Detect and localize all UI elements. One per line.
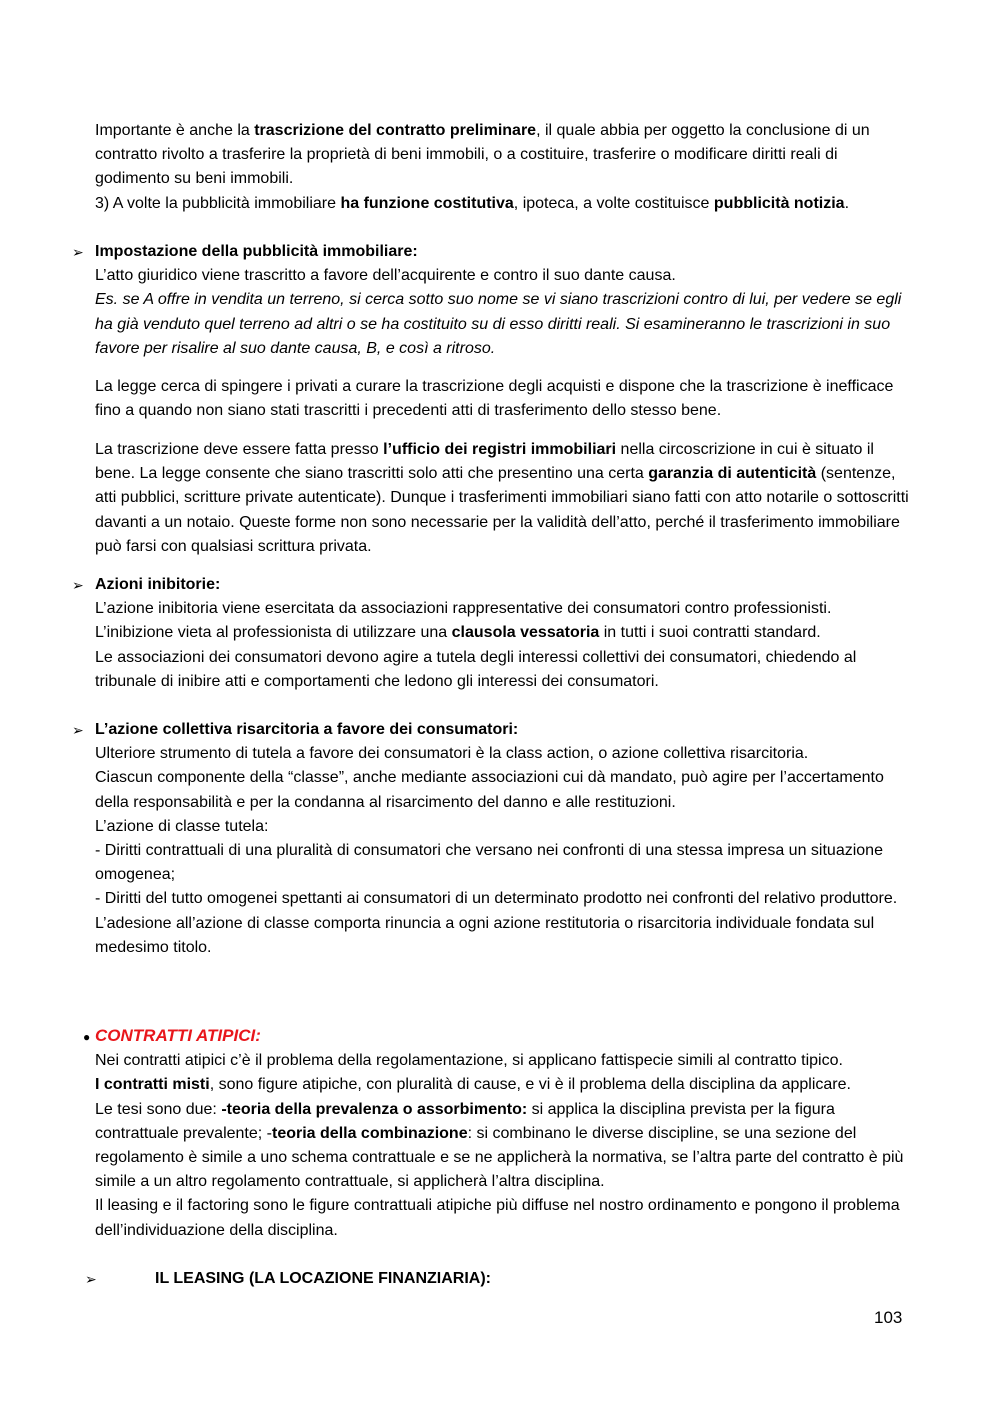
bullet-icon: ● [83,1030,91,1044]
arrow-bullet-icon: ➢ [72,577,84,593]
bold-term: I contratti misti [95,1076,210,1094]
bold-term: teoria della combinazione [272,1124,468,1142]
intro-section [95,119,910,216]
intro-point-3: 3) A volte la pubblicità immobiliare ha funzione costitutiva, ipoteca, a volte costituisce pubblicità notizia. [95,194,850,212]
impostazione-section [95,240,910,361]
impostazione-paragraph-2: La legge cerca di spingere i privati a curare la trascrizione degli acquisti e dispone che la trascrizione è inefficace fino a quando non siano stati trascritti i precedenti atti di trasferimento dello stesso bene. [95,378,894,420]
section-heading: L’azione collettiva risarcitoria a favore dei consumatori: [95,721,519,738]
bold-term: -teoria della prevalenza o assorbimento: [221,1100,528,1118]
contratti-atipici-section: CONTRATTI ATIPICI: Nei contratti atipici c’è il problema della regolamentazione, si applicano fattispecie simili al contratto tipico. I contratti misti, sono figure atipiche, con pluralità di cause, e vi è il problema della disciplina da applicare. Le tesi sono due: -teoria della prevalenza o assorbimento: si applica la disciplina prevista per la figura contrattuale prevalente; -teoria della combinazione: si combinano le diverse discipline, se una sezione del regolamento è simile a uno schema contrattuale e se ne applicherà la normativa, se l’altra parte del contratto è più simile a un altro regolamento contrattuale, si applicherà l’altra disciplina. Il leasing e il factoring sono le figure contrattuali atipiche più diffuse nel nostro ordinamento e pongono il problema dell’individuazione della disciplina. [95,1026,904,1239]
bold-term: trascrizione del contratto preliminare [254,122,537,139]
leasing-heading: IL LEASING (LA LOCAZIONE FINANZIARIA): [155,1270,491,1287]
arrow-bullet-icon: ➢ [72,244,84,260]
impostazione-paragraph-3: La trascrizione deve essere fatta presso l’ufficio dei registri immobiliari nella circoscrizione in cui è situato il bene. La legge consente che siano trascritti solo atti che presentino una certa garanzia di autenticità (sentenze, atti pubblici, scritture private autenticate). Dunque i trasferimenti immobiliari siano fatti con atto notarile o sottoscritti davanti a un notaio. Queste forme non sono necessarie per la validità dell’atto, perché il trasferimento immobiliare può farsi con qualsiasi scrittura privata. [95,441,909,555]
arrow-bullet-icon: ➢ [85,1271,97,1287]
bold-term: pubblicità notizia [713,194,845,212]
bold-term: l’ufficio dei registri immobiliari [383,441,617,458]
red-section-heading: CONTRATTI ATIPICI: [95,1026,261,1045]
azioni-inibitorie-section: Azioni inibitorie: L’azione inibitoria viene esercitata da associazioni rappresentative dei consumatori contro professionisti. L’inibizione vieta al professionista di utilizzare una clausola vessatoria in tutti i suoi contratti standard. Le associazioni dei consumatori devono agire a tutela degli interessi collettivi dei consumatori, chiedendo al tribunale di inibire atti e comportamenti che ledono gli interessi dei consumatori. [95,576,857,690]
page-number: 103 [874,1308,903,1327]
bold-term: clausola vessatoria [451,624,600,642]
bold-term: garanzia di autenticità [648,465,817,483]
intro-paragraph: Importante è anche la trascrizione del contratto preliminare, il quale abbia per oggetto la conclusione di un contratto rivolto a trasferire la proprietà di beni immobili, o a costituire, trasferire o modificare diritti reali di godimento su beni immobili. [95,122,870,188]
section-heading: Azioni inibitorie: [95,576,221,593]
arrow-bullet-icon: ➢ [72,722,84,738]
example-text: Es. se A offre in vendita un terreno, si cerca sotto suo nome se vi siano trascrizioni contro di lui, per vedere se egli ha già venduto quel terreno ad altri o se ha costituito su di esso diritti reali. Si esamineranno le trascrizioni in suo favore per risalire al suo dante causa, B, e così a ritroso. [95,291,902,357]
section-heading: Impostazione della pubblicità immobiliare: [95,243,418,260]
impostazione-line: L’atto giuridico viene trascritto a favore dell’acquirente e contro il suo dante causa. [95,267,676,285]
bold-term: ha funzione costitutiva [340,194,514,212]
azione-collettiva-section: L’azione collettiva risarcitoria a favore dei consumatori: Ulteriore strumento di tutela a favore dei consumatori è la class action, o azione collettiva risarcitoria. Ciascun componente della “classe”, anche mediante associazioni cui dà mandato, può agire per l’accertamento della responsabilità e per la condanna al risarcimento del danno e alle restituzioni. L’azione di classe tutela: - Diritti contrattuali di una pluralità di consumatori che versano nei confronti di una stessa impresa un situazione omogenea; - Diritti del tutto omogenei spettanti ai consumatori di un determinato prodotto nei confronti del relativo produttore. L’adesione all’azione di classe comporta rinuncia a ogni azione restitutoria o risarcitoria individuale fondata sul medesimo titolo. [95,721,898,956]
